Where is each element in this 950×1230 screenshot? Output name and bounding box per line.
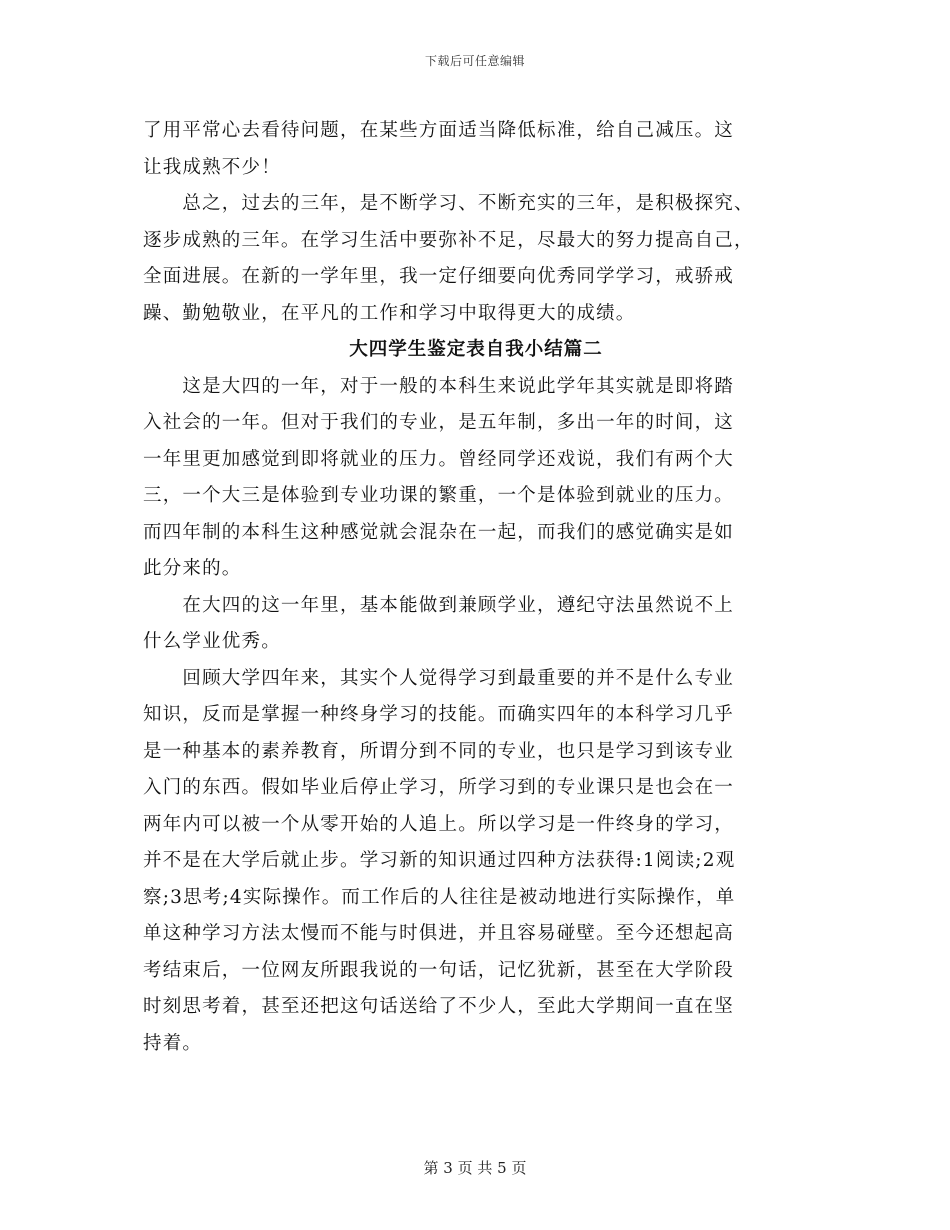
text-line: 考结束后，一位网友所跟我说的一句话，记忆犹新，甚至在大学阶段 [143, 959, 735, 981]
text-line: 是一种基本的素养教育，所谓分到不同的专业，也只是学习到该专业 [143, 740, 735, 762]
text-line: 两年内可以被一个从零开始的人追上。所以学习是一件终身的学习， [143, 813, 735, 835]
text-line: 什么学业优秀。 [143, 631, 281, 652]
text-line: 入门的东西。假如毕业后停止学习，所学习到的专业课只是也会在一 [143, 777, 735, 798]
text-line: 知识，反而是掌握一种终身学习的技能。而确实四年的本科学习几乎 [143, 704, 735, 725]
text-line: 总之，过去的三年，是不断学习、不断充实的三年，是积极探究、 [143, 193, 754, 214]
text-line: 在大四的这一年里，基本能做到兼顾学业，遵纪守法虽然说不上 [143, 594, 735, 616]
text-line: 察;3思考;4实际操作。而工作后的人往往是被动地进行实际操作，单 [143, 886, 736, 908]
text-line: 此分来的。 [143, 558, 242, 579]
text-line: 持着。 [143, 1032, 203, 1054]
text-line: 让我成熟不少！ [143, 156, 281, 178]
text-line: 而四年制的本科生这种感觉就会混杂在一起，而我们的感觉确实是如 [143, 521, 735, 543]
text-line: 单这种学习方法太慢而不能与时俱进，并且容易碰壁。至今还想起高 [143, 923, 735, 944]
text-line: 一年里更加感觉到即将就业的压力。曾经同学还戏说，我们有两个大 [143, 448, 735, 470]
text-line: 躁、勤勉敬业，在平凡的工作和学习中取得更大的成绩。 [143, 302, 636, 324]
text-line: 逐步成熟的三年。在学习生活中要弥补不足，尽最大的努力提高自己， [143, 229, 754, 251]
page-footer: 第 3 页 共 5 页 [423, 1159, 527, 1177]
document-body [143, 113, 809, 1062]
text-line: 时刻思考着，甚至还把这句话送给了不少人，至此大学期间一直在坚 [143, 996, 735, 1017]
text-line: 入社会的一年。但对于我们的专业，是五年制，多出一年的时间，这 [143, 412, 735, 433]
text-line: 全面进展。在新的一学年里，我一定仔细要向优秀同学学习，戒骄戒 [143, 266, 735, 287]
text-line: 回顾大学四年来，其实个人觉得学习到最重要的并不是什么专业 [143, 667, 735, 689]
text-line: 了用平常心去看待问题，在某些方面适当降低标准，给自己减压。这 [143, 120, 735, 141]
text-line: 并不是在大学后就止步。学习新的知识通过四种方法获得:1阅读;2观 [143, 850, 736, 871]
page-header: 下载后可任意编辑 [424, 54, 525, 68]
text-line: 三，一个大三是体验到专业功课的繁重，一个是体验到就业的压力。 [143, 485, 735, 506]
text-line: 这是大四的一年，对于一般的本科生来说此学年其实就是即将踏 [143, 375, 735, 397]
section-title: 大四学生鉴定表自我小结篇二 [349, 339, 603, 360]
